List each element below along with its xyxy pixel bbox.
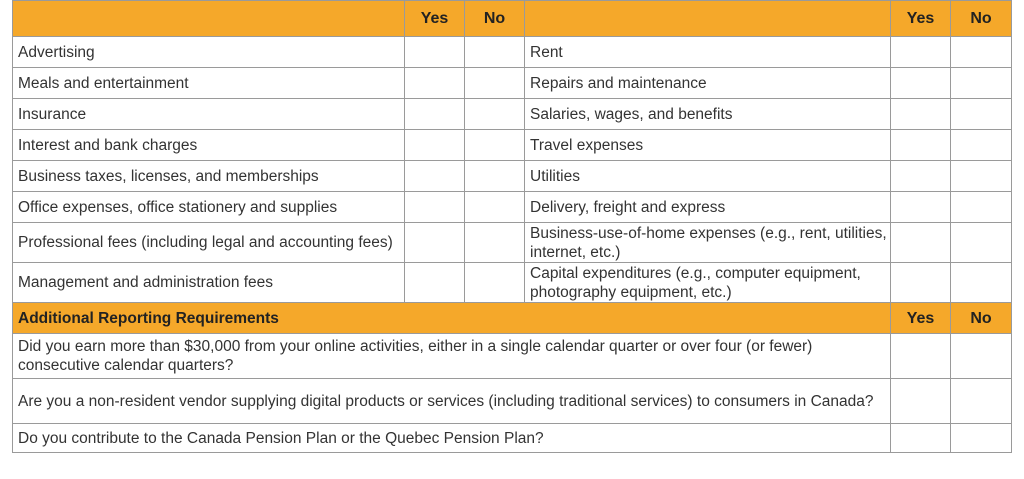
yes-checkbox[interactable] (405, 130, 465, 161)
yes-checkbox[interactable] (891, 130, 951, 161)
yes-checkbox[interactable] (891, 424, 951, 453)
no-checkbox[interactable] (951, 99, 1012, 130)
expense-row (13, 192, 1012, 223)
checklist-table (12, 0, 1012, 453)
expense-label: Management and administration fees (13, 263, 405, 303)
header-no-left: No (465, 1, 525, 37)
header-blank-right (525, 1, 891, 37)
yes-checkbox[interactable] (891, 99, 951, 130)
no-checkbox[interactable] (465, 37, 525, 68)
expense-row (13, 263, 1012, 303)
expense-row (13, 223, 1012, 263)
no-checkbox[interactable] (465, 161, 525, 192)
no-checkbox[interactable] (465, 68, 525, 99)
expense-row (13, 68, 1012, 99)
additional-no-header: No (951, 303, 1012, 334)
expense-row (13, 37, 1012, 68)
expense-row (13, 130, 1012, 161)
yes-checkbox[interactable] (891, 223, 951, 263)
additional-header-row (13, 303, 1012, 334)
yes-checkbox[interactable] (405, 68, 465, 99)
no-checkbox[interactable] (951, 379, 1012, 424)
expense-label: Advertising (13, 37, 405, 68)
expense-checklist (12, 0, 1011, 453)
question-text: Do you contribute to the Canada Pension Plan or the Quebec Pension Plan? (13, 424, 891, 453)
header-blank-left (13, 1, 405, 37)
yes-checkbox[interactable] (891, 68, 951, 99)
no-checkbox[interactable] (465, 99, 525, 130)
no-checkbox[interactable] (465, 223, 525, 263)
yes-checkbox[interactable] (891, 263, 951, 303)
no-checkbox[interactable] (465, 192, 525, 223)
expense-label: Professional fees (including legal and accounting fees) (13, 223, 405, 263)
no-checkbox[interactable] (951, 424, 1012, 453)
no-checkbox[interactable] (465, 130, 525, 161)
expense-label: Rent (525, 37, 891, 68)
expense-label: Travel expenses (525, 130, 891, 161)
expense-label: Meals and entertainment (13, 68, 405, 99)
additional-title: Additional Reporting Requirements (13, 303, 891, 334)
header-no-right: No (951, 1, 1012, 37)
no-checkbox[interactable] (951, 130, 1012, 161)
yes-checkbox[interactable] (405, 161, 465, 192)
question-row (13, 424, 1012, 453)
no-checkbox[interactable] (951, 334, 1012, 379)
yes-checkbox[interactable] (405, 223, 465, 263)
no-checkbox[interactable] (951, 223, 1012, 263)
header-yes-right: Yes (891, 1, 951, 37)
yes-checkbox[interactable] (405, 37, 465, 68)
expense-label: Office expenses, office stationery and supplies (13, 192, 405, 223)
yes-checkbox[interactable] (405, 99, 465, 130)
expense-label: Utilities (525, 161, 891, 192)
no-checkbox[interactable] (951, 68, 1012, 99)
expense-label: Interest and bank charges (13, 130, 405, 161)
yes-checkbox[interactable] (891, 161, 951, 192)
header-yes-left: Yes (405, 1, 465, 37)
question-row (13, 334, 1012, 379)
question-text: Did you earn more than $30,000 from your online activities, either in a single calendar quarter or over four (or fewer) consecutive calendar quarters? (13, 334, 891, 379)
no-checkbox[interactable] (951, 263, 1012, 303)
additional-yes-header: Yes (891, 303, 951, 334)
expense-label: Business-use-of-home expenses (e.g., rent, utilities, internet, etc.) (525, 223, 891, 263)
yes-checkbox[interactable] (891, 379, 951, 424)
expense-label: Salaries, wages, and benefits (525, 99, 891, 130)
question-row (13, 379, 1012, 424)
expense-label: Repairs and maintenance (525, 68, 891, 99)
expenses-header-row (13, 1, 1012, 37)
yes-checkbox[interactable] (891, 192, 951, 223)
expense-label: Capital expenditures (e.g., computer equipment, photography equipment, etc.) (525, 263, 891, 303)
expense-label: Insurance (13, 99, 405, 130)
no-checkbox[interactable] (951, 192, 1012, 223)
expense-row (13, 99, 1012, 130)
no-checkbox[interactable] (465, 263, 525, 303)
yes-checkbox[interactable] (891, 334, 951, 379)
question-text: Are you a non-resident vendor supplying digital products or services (including traditional services) to consumers in Canada? (13, 379, 891, 424)
expense-label: Delivery, freight and express (525, 192, 891, 223)
yes-checkbox[interactable] (405, 263, 465, 303)
yes-checkbox[interactable] (405, 192, 465, 223)
expense-label: Business taxes, licenses, and memberships (13, 161, 405, 192)
yes-checkbox[interactable] (891, 37, 951, 68)
no-checkbox[interactable] (951, 161, 1012, 192)
expense-row (13, 161, 1012, 192)
no-checkbox[interactable] (951, 37, 1012, 68)
